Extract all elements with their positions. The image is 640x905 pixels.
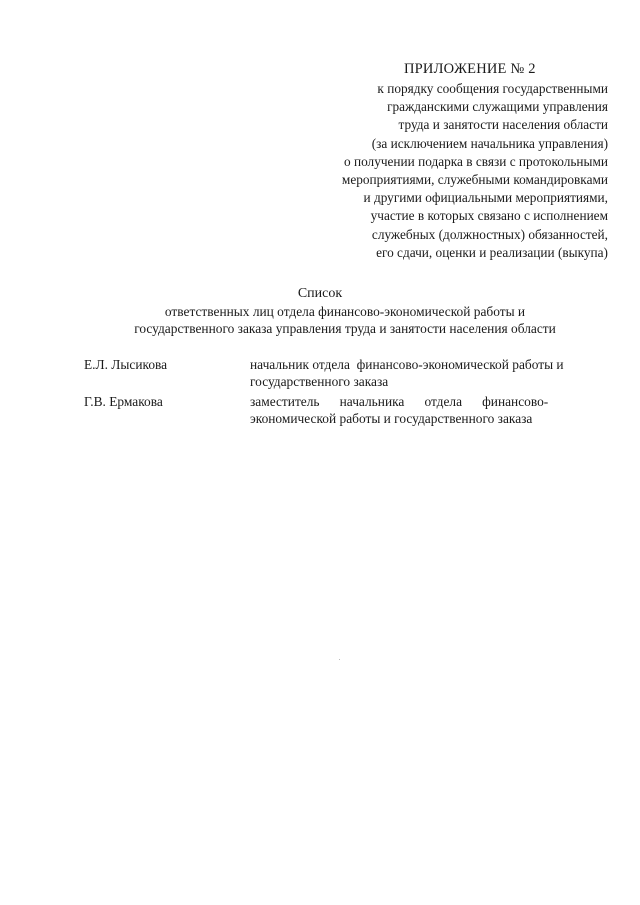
- annex-line: мероприятиями, служебными командировками: [341, 172, 608, 188]
- annex-description: [268, 80, 608, 262]
- person-name: Г.В. Ермакова: [84, 394, 163, 409]
- list-heading: Список: [297, 286, 343, 301]
- list-subtitle-line: государственного заказа управления труда и занятости населения области: [134, 321, 556, 336]
- person-position-line: начальник отдела финансово-экономической работы и: [250, 357, 564, 372]
- list-subtitle-line: ответственных лиц отдела финансово-экономической работы и: [164, 304, 526, 319]
- annex-title: ПРИЛОЖЕНИЕ № 2: [404, 61, 536, 77]
- list-subtitle: [0, 303, 640, 337]
- annex-line: участие в которых связано с исполнением: [370, 208, 608, 224]
- person-position: [250, 393, 606, 427]
- annex-line: гражданскими служащими управления: [387, 99, 608, 115]
- scan-speck: [339, 659, 340, 660]
- responsible-persons-list: [84, 356, 614, 430]
- annex-line: его сдачи, оценки и реализации (выкупа): [376, 244, 608, 260]
- person-position-line: экономической работы и государственного заказа: [250, 411, 533, 426]
- annex-line: к порядку сообщения государственными: [377, 81, 608, 96]
- annex-line: и другими официальными мероприятиями,: [363, 190, 608, 206]
- person-row: [84, 393, 614, 427]
- annex-line: о получении подарка в связи с протокольными: [344, 153, 608, 169]
- annex-line: труда и занятости населения области: [398, 117, 608, 133]
- annex-line: (за исключением начальника управления): [371, 135, 608, 151]
- person-row: [84, 356, 614, 390]
- person-position-line: заместитель начальника отдела финансово-: [250, 394, 549, 409]
- person-name: Е.Л. Лысикова: [84, 357, 168, 372]
- person-position: [250, 356, 606, 390]
- person-position-line: государственного заказа: [250, 374, 389, 389]
- annex-line: служебных (должностных) обязанностей,: [371, 226, 608, 242]
